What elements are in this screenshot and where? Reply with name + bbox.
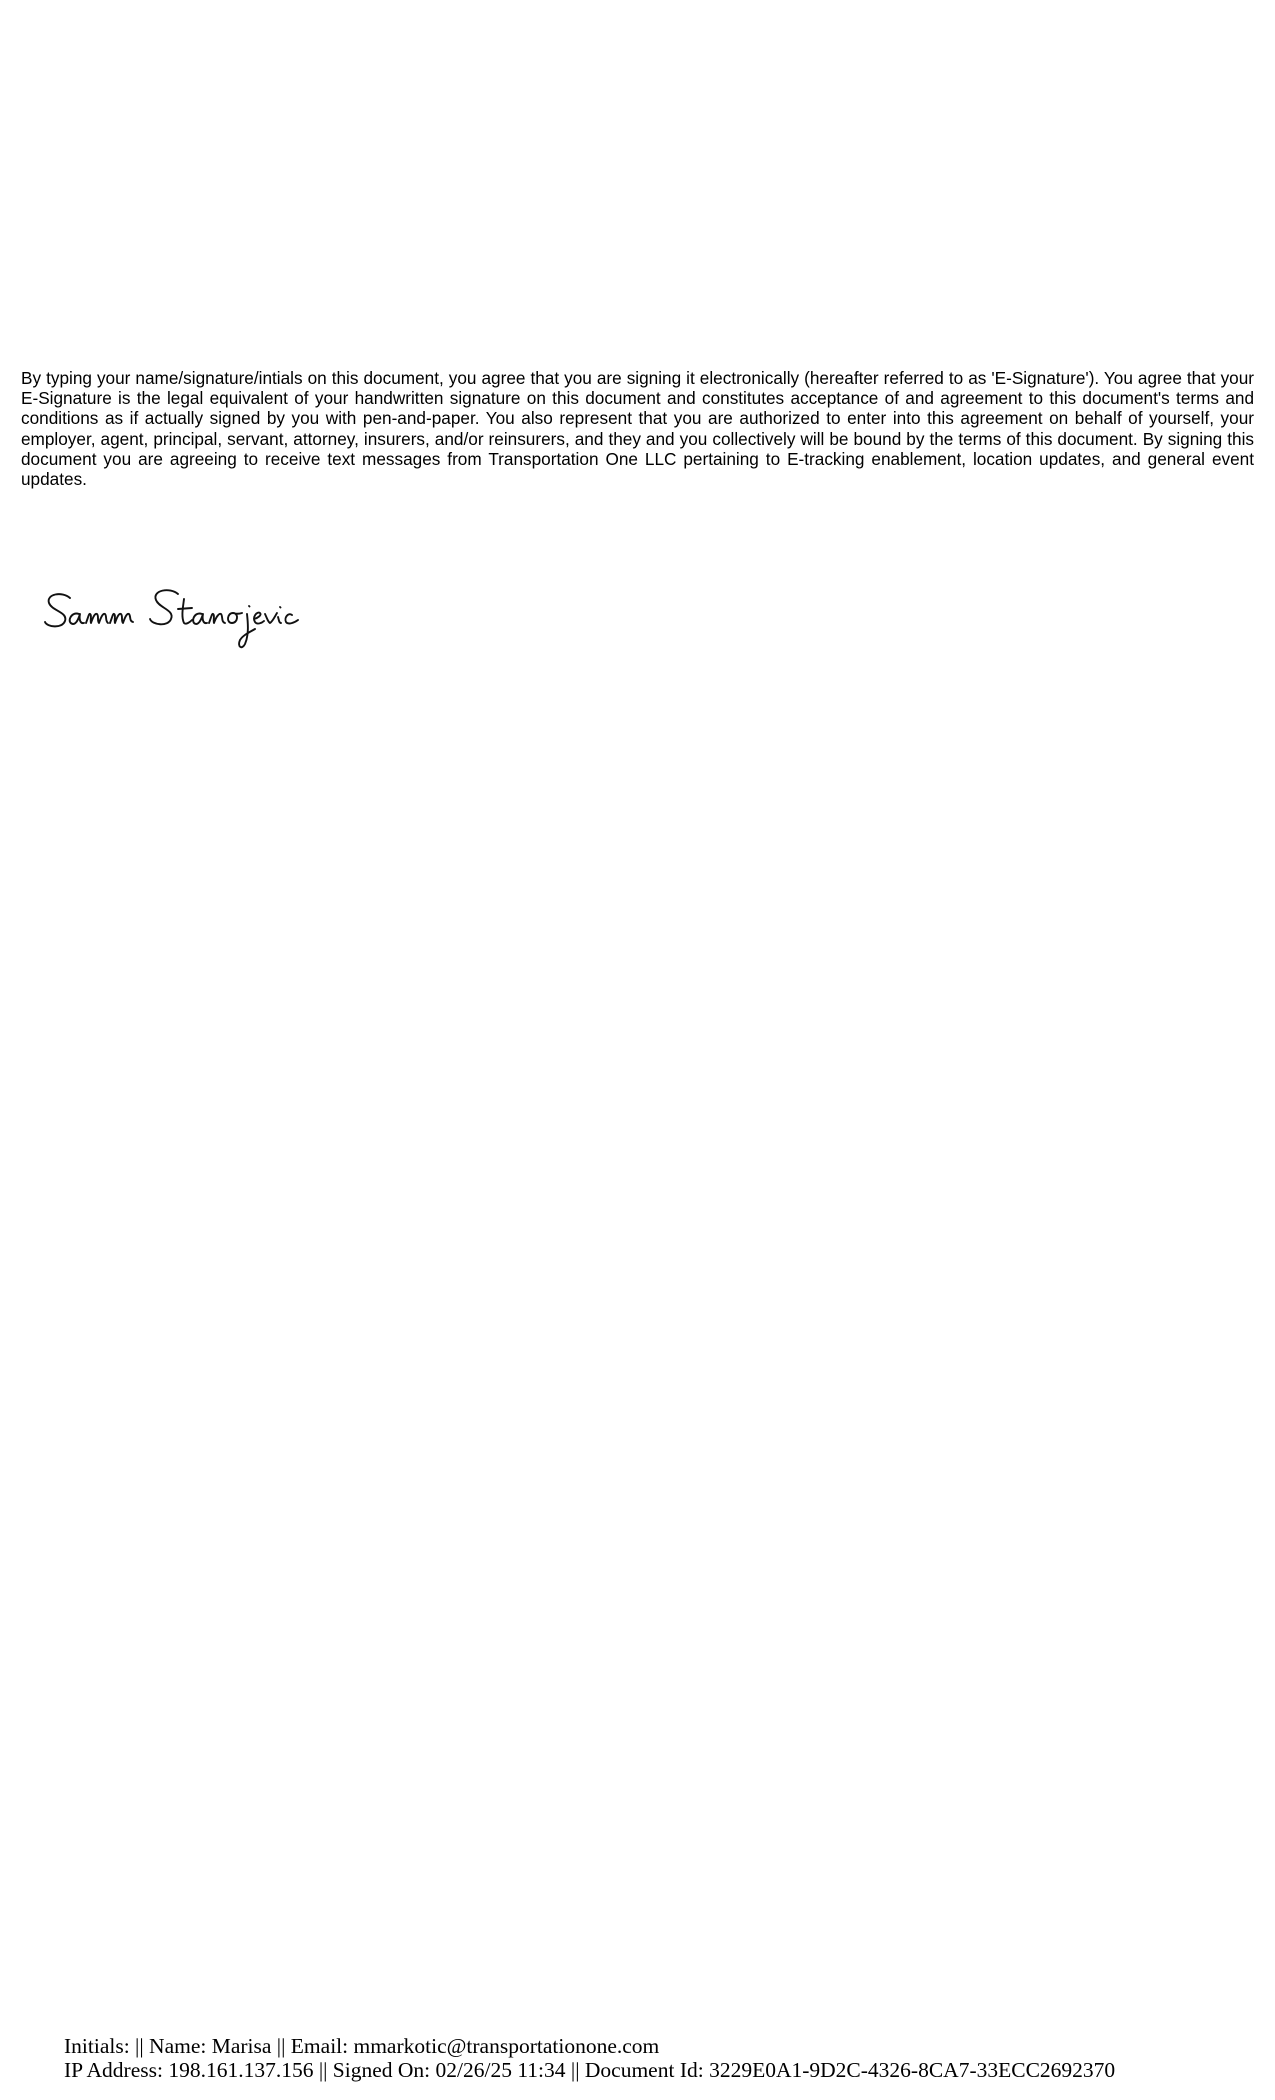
signing-footer (64, 2034, 1115, 2082)
e-signature-disclaimer: By typing your name/signature/intials on this document, you agree that you are signing it electronically (hereafter referred to as 'E-Signature'). You agree that your E-Signature is the legal equivalent of your handwritten signature on this document and constitutes acceptance of and agreement to this document's terms and conditions as if actually signed by you with pen-and-paper. You also represent that you are authorized to enter into this agreement on behalf of yourself, your employer, agent, principal, servant, attorney, insurers, and/or reinsurers, and they and you collectively will be bound by the terms of this document. By signing this document you are agreeing to receive text messages from Transportation One LLC pertaining to E-tracking enablement, location updates, and general event updates. (21, 368, 1254, 490)
signing-metadata-line: IP Address: 198.161.137.156 || Signed On: 02/26/25 11:34 || Document Id: 3229E0A1-9D2C-4326-8CA7-33ECC2692370 (64, 2058, 1116, 2082)
handwritten-signature (44, 585, 344, 655)
signer-info-line: Initials: || Name: Marisa || Email: mmarkotic@transportationone.com (64, 2034, 660, 2058)
